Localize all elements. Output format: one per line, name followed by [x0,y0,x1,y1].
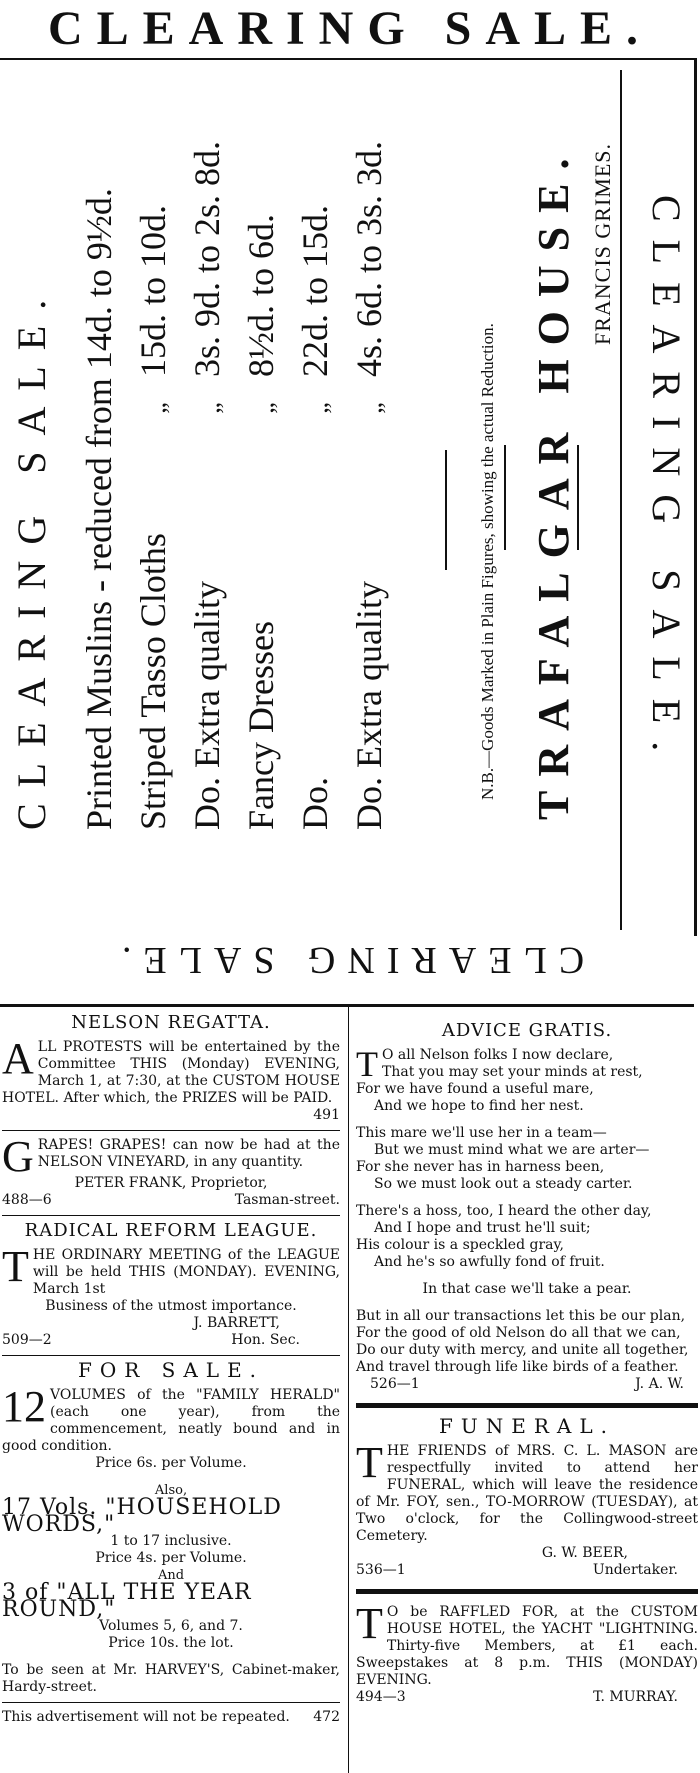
right-column [356,1008,698,1706]
divider-line [620,70,622,930]
ad-number: 488—6 [2,1192,52,1208]
divider-line [504,445,506,550]
sale-title: CLEARING SALE. [47,2,653,55]
poem-line: But in all our transactions let this be our plan, [356,1308,686,1324]
forsale-heading: FOR SALE. [77,1358,265,1382]
poem-line: In that case we'll take a pear. [422,1281,632,1297]
raffle-text: O be RAFFLED FOR, at the CUSTOM HOUSE HOTEL, the YACHT "LIGHTNING. Thirty-five Members, at £1 each. Sweepstakes at 8 p.m. THIS (MONDAY) EVENING. [356,1604,698,1688]
sale-item-name: Printed Muslins - reduced from [79,378,119,830]
sale-item-price: 14d. to 9½d. [79,188,119,370]
funeral-signer: G. W. BEER, [541,1545,628,1561]
ad-number: 526—1 [370,1376,420,1392]
poem-line: For we have found a useful mare, [356,1081,594,1097]
signature-row [2,1332,340,1349]
poem-line: And I hope and trust he'll suit; [374,1220,591,1236]
sale-item-price: 22d. to 15d. [295,204,335,377]
grapes-signer: PETER FRANK, Proprietor, [74,1175,268,1191]
grapes-address: Tasman-street. [234,1192,340,1208]
poem-line: O all Nelson folks I now declare, [382,1047,614,1063]
sale-item-row [186,141,228,830]
divider-line [2,1702,340,1703]
radical-heading: RADICAL REFORM LEAGUE. [24,1220,318,1241]
funeral-notice [356,1438,698,1545]
sale-item-price: 8½d. to 6d. [241,213,281,377]
left-column [2,1008,340,1726]
ditto-mark: „ [196,402,225,414]
column-divider [348,1006,349,1773]
drop-cap: 12 [2,1382,46,1431]
sale-item-price: 4s. 6d. to 3s. 3d. [349,140,389,377]
ad-number: 494—3 [356,1689,406,1705]
drop-cap: T [356,1044,378,1084]
drop-cap: T [356,1599,383,1648]
radical-notice [2,1242,340,1298]
sale-item-name: Do. [295,777,335,830]
raffle-signer: T. MURRAY. [593,1689,678,1705]
grapes-notice [2,1132,340,1181]
raffle-notice [356,1599,698,1689]
poem-line: Do our duty with mercy, and unite all together, [356,1342,689,1358]
sale-item-row [78,188,120,830]
regatta-notice [2,1034,340,1123]
sale-side-right: CLEARING SALE. [644,195,689,770]
ad-number: 536—1 [356,1562,406,1578]
poem-line: And he's so awfully fond of fruit. [374,1254,605,1270]
divider-line [445,450,447,570]
sale-item-name: Fancy Dresses [241,621,281,830]
divider-line [577,445,579,550]
forsale-and: And [157,1568,185,1583]
sale-item-name: Do. Extra quality [187,581,227,830]
ad-number: 509—2 [2,1332,52,1348]
divider-line [0,1004,694,1007]
poem-line: And we hope to find her nest. [374,1098,584,1114]
forsale-price: Price 4s. per Volume. [95,1550,247,1566]
signature-row [356,1689,698,1706]
divider-line [356,1403,698,1408]
poem-line: For the good of old Nelson do all that we can, [356,1325,681,1341]
forsale-footer: This advertisement will not be repeated. [2,1709,290,1725]
sale-bottom-inverted: CLEARING SALE. [109,939,585,981]
poem-line: This mare we'll use her in a team— [356,1125,607,1141]
poem-line: That you may set your minds at rest, [382,1064,643,1080]
radical-text: HE ORDINARY MEETING of the LEAGUE will be held THIS (MONDAY). EVENING, March 1st [32,1247,340,1297]
forsale-volumes: 17 Vols. "HOUSEHOLD WORDS," [2,1495,282,1537]
funeral-heading: FUNERAL. [439,1414,615,1438]
signature-row [2,1192,340,1209]
ditto-mark: „ [358,402,387,414]
forsale-notice [2,1382,340,1455]
forsale-location: To be seen at Mr. HARVEY'S, Cabinet-maker, Hardy-street. [2,1662,340,1695]
sale-item-row [348,141,390,830]
sale-item-price: 15d. to 10d. [133,204,173,377]
store-name: TRAFALGAR HOUSE. [529,144,578,820]
sale-item-row [240,214,282,830]
poem-line: But we must mind what we are arter— [374,1142,650,1158]
divider-line [2,1355,340,1356]
sale-item-row [132,205,174,830]
sale-note: N.B.—Goods Marked in Plain Figures, showing the actual Reduction. [478,323,497,800]
divider-line [356,1589,698,1594]
radical-business: Business of the utmost importance. [45,1298,297,1314]
funeral-role: Undertaker. [592,1562,678,1578]
funeral-text: HE FRIENDS of MRS. C. L. MASON are respectfully invited to attend her FUNERAL, which will leave the residence of Mr. FOY, sen., TO-MORROW (TUESDAY), at Two o'clock, for the Collingwood-street Cemetery. [356,1443,698,1544]
signature-row [356,1562,698,1579]
divider-line [2,1130,340,1131]
advice-heading: ADVICE GRATIS. [441,1020,613,1041]
forsale-volumes-sub: Volumes 5, 6, and 7. [99,1618,243,1634]
sale-side-left: CLEARING SALE. [9,283,54,830]
drop-cap: T [356,1438,383,1487]
regatta-heading: NELSON REGATTA. [71,1012,271,1033]
poem-line: And travel through life like birds of a feather. [356,1359,679,1375]
sale-item-name: Do. Extra quality [349,581,389,830]
poem-line: For she never has in harness been, [356,1159,605,1175]
sale-item-price: 3s. 9d. to 2s. 8d. [187,140,227,377]
forsale-text: VOLUMES of the "FAMILY HERALD" (each one year), from the commencement, neatly bound and in good condition. [2,1387,340,1454]
forsale-volumes: 3 of "ALL THE YEAR ROUND," [2,1580,252,1622]
poem-line: There's a hoss, too, I heard the other day, [356,1203,652,1219]
ad-number: 491 [313,1107,340,1123]
grapes-text: RAPES! GRAPES! can now be had at the NELSON VINEYARD, in any quantity. [37,1137,340,1170]
drop-cap: A [2,1034,34,1083]
ditto-mark: „ [142,402,171,414]
divider-line [2,1215,340,1216]
sale-item-row [294,205,336,830]
drop-cap: G [2,1132,34,1181]
signature-row [2,1709,340,1726]
ditto-mark: „ [250,402,279,414]
forsale-price: Price 10s. the lot. [108,1635,234,1651]
forsale-price: Price 6s. per Volume. [95,1455,247,1471]
signature-row [356,1376,698,1393]
ad-number: 472 [313,1709,340,1725]
proprietor-name: FRANCIS GRIMES. [590,142,615,345]
forsale-also: Also, [154,1483,188,1498]
sale-item-name: Striped Tasso Cloths [133,533,173,830]
drop-cap: T [2,1242,29,1291]
regatta-text: LL PROTESTS will be entertained by the Committee THIS (Monday) EVENING, March 1, at 7:30, at the CUSTOM HOUSE HOTEL. After which, the PRIZES will be PAID. [2,1039,340,1106]
radical-role: Hon. Sec. [231,1332,300,1348]
poem-line: So we must look out a steady carter. [374,1176,633,1192]
advice-poem [356,1044,698,1376]
ditto-mark: „ [304,402,333,414]
poem-line: His colour is a speckled gray, [356,1237,564,1253]
forsale-volumes-sub: 1 to 17 inclusive. [110,1533,232,1549]
advice-signer: J. A. W. [635,1376,684,1392]
radical-signer: J. BARRETT, [193,1315,280,1331]
